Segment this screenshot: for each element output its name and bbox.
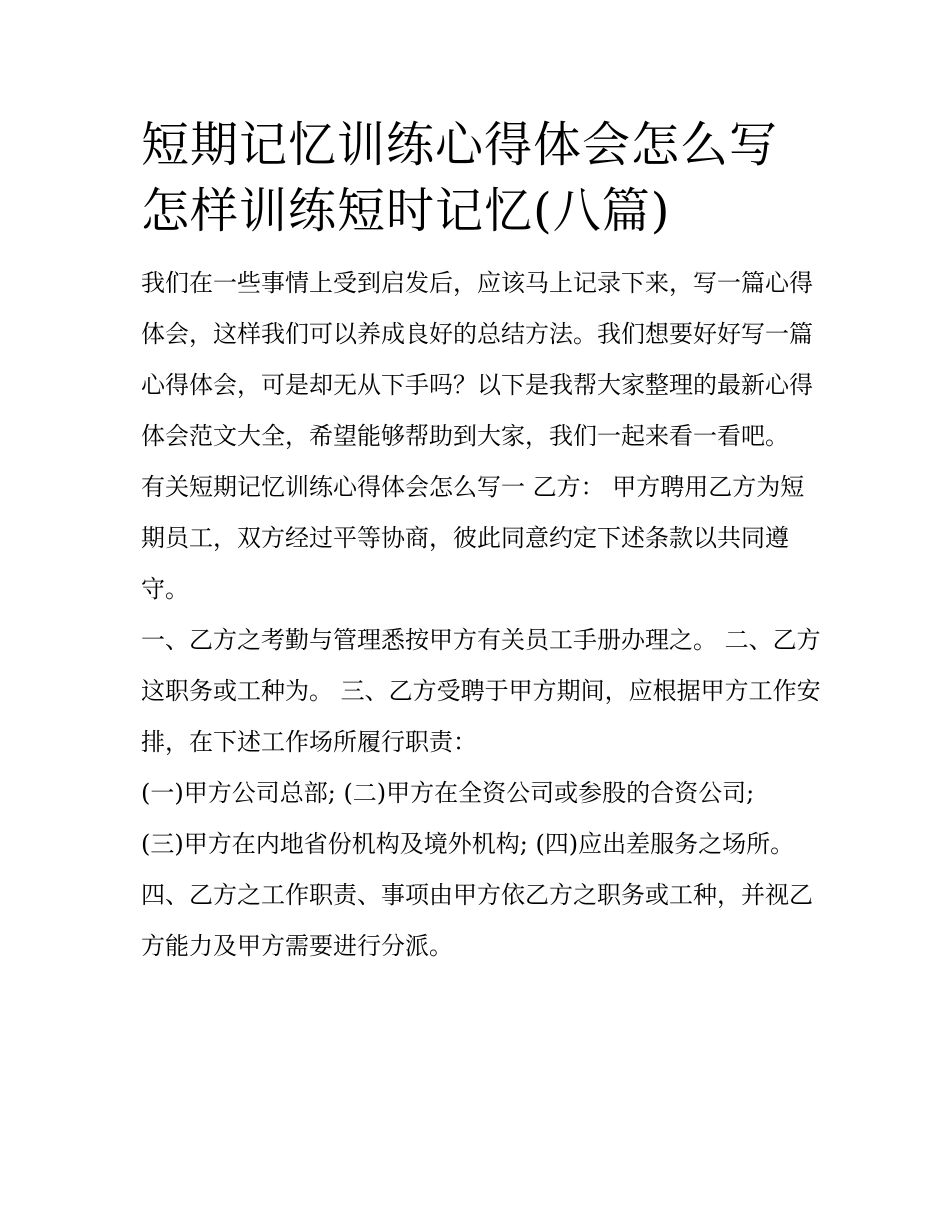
document-title [141,112,821,244]
section-one-paragraph: 有关短期记忆训练心得体会怎么写一 乙方： 甲方聘用乙方为短期员工，双方经过平等协商，彼此同意约定下述条款以共同遵守。 [141,473,805,603]
document-title-line-2: 怎样训练短时记忆(八篇) [141,183,671,239]
workplace-list-line-2: (三)甲方在内地省份机构及境外机构; (四)应出差服务之场所。 [141,830,795,858]
intro-paragraph: 我们在一些事情上受到启发后，应该马上记录下来，写一篇心得体会，这样我们可以养成良好的总结方法。我们想要好好写一篇心得体会，可是却无从下手吗？以下是我帮大家整理的最新心得体会范文大全，希望能够帮助到大家，我们一起来看一看吧。 [141,269,813,450]
document-title-line-1: 短期记忆训练心得体会怎么写 [141,117,779,173]
document-page [141,112,821,972]
workplace-list-line-1: (一)甲方公司总部; (二)甲方在全资公司或参股的合资公司; [141,779,755,807]
duties-paragraph: 四、乙方之工作职责、事项由甲方依乙方之职务或工种，并视乙方能力及甲方需要进行分派。 [141,881,813,960]
clauses-paragraph: 一、乙方之考勤与管理悉按甲方有关员工手册办理之。 二、乙方这职务或工种为。 三、乙方受聘于甲方期间，应根据甲方工作安排，在下述工作场所履行职责： [141,626,821,756]
document-body [141,258,821,972]
